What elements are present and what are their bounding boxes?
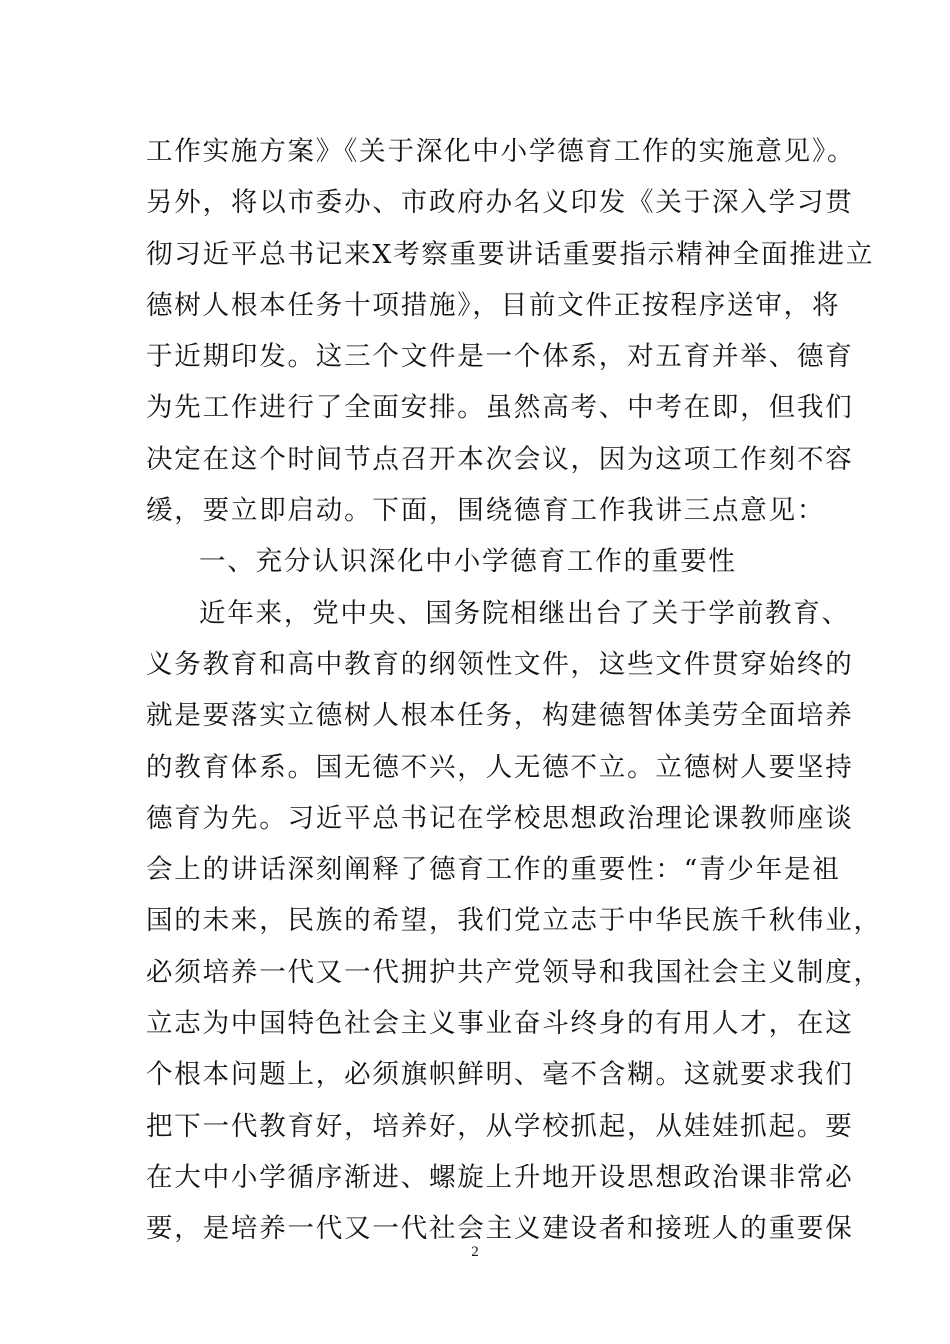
section-heading: 一、充分认识深化中小学德育工作的重要性 bbox=[199, 546, 737, 578]
text-line: 为先工作进行了全面安排。虽然高考、中考在即，但我们 bbox=[146, 392, 854, 424]
text-line: 个根本问题上，必须旗帜鲜明、毫不含糊。这就要求我们 bbox=[146, 1059, 854, 1091]
text-line: 决定在这个时间节点召开本次会议，因为这项工作刻不容 bbox=[146, 443, 854, 475]
text-line: 要，是培养一代又一代社会主义建设者和接班人的重要保 bbox=[146, 1213, 854, 1245]
text-line: 把下一代教育好，培养好，从学校抓起，从娃娃抓起。要 bbox=[146, 1110, 854, 1142]
paragraph-first-line: 近年来，党中央、国务院相继出台了关于学前教育、 bbox=[199, 597, 850, 629]
text-line: 工作实施方案》《关于深化中小学德育工作的实施意见》。 bbox=[146, 136, 856, 167]
text-line: 国的未来，民族的希望，我们党立志于中华民族千秋伟业， bbox=[146, 905, 882, 937]
document-body bbox=[146, 126, 882, 1255]
text-line: 德育为先。习近平总书记在学校思想政治理论课教师座谈 bbox=[146, 802, 854, 834]
text-line: 缓，要立即启动。下面，围绕德育工作我讲三点意见： bbox=[146, 495, 826, 527]
page-number: 2 bbox=[471, 1244, 479, 1260]
text-line: 义务教育和高中教育的纲领性文件，这些文件贯穿始终的 bbox=[146, 648, 854, 680]
text-line: 彻习近平总书记来X考察重要讲话重要指示精神全面推进立 bbox=[146, 238, 875, 270]
text-line: 在大中小学循序渐进、螺旋上升地开设思想政治课非常必 bbox=[146, 1161, 854, 1193]
text-line: 的教育体系。国无德不兴，人无德不立。立德树人要坚持 bbox=[146, 751, 854, 783]
text-line: 就是要落实立德树人根本任务，构建德智体美劳全面培养 bbox=[146, 700, 854, 732]
text-line: 必须培养一代又一代拥护共产党领导和我国社会主义制度， bbox=[146, 956, 882, 988]
text-line: 于近期印发。这三个文件是一个体系，对五育并举、德育 bbox=[146, 341, 854, 373]
text-line: 立志为中国特色社会主义事业奋斗终身的有用人才，在这 bbox=[146, 1008, 854, 1040]
text-line: 另外，将以市委办、市政府办名义印发《关于深入学习贯 bbox=[146, 187, 854, 219]
text-line: 德树人根本任务十项措施》，目前文件正按程序送审，将 bbox=[146, 289, 841, 321]
text-line: 会上的讲话深刻阐释了德育工作的重要性：“青少年是祖 bbox=[146, 854, 841, 886]
